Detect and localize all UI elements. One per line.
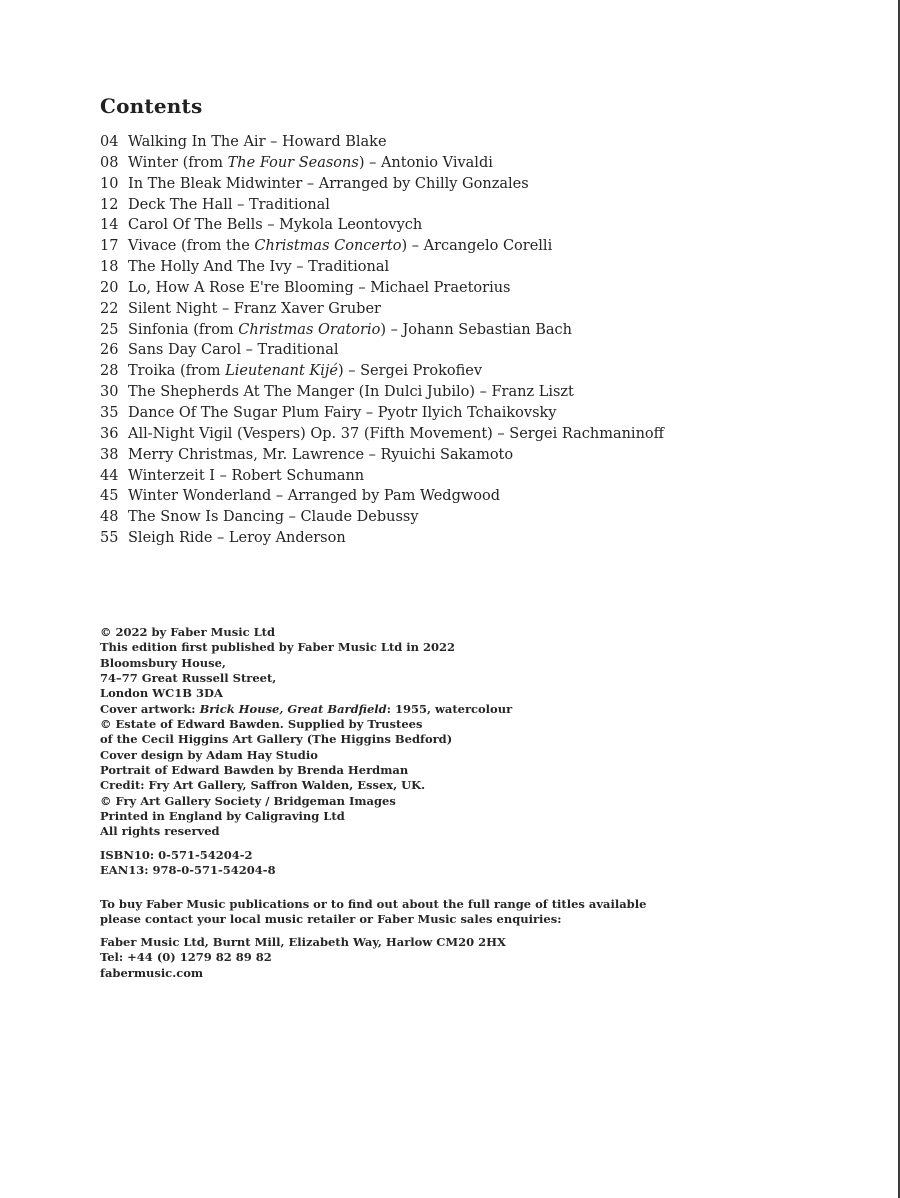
entry-title: Dance Of The Sugar Plum Fairy – Pyotr Ilyich Tchaikovsky bbox=[128, 404, 557, 421]
page-number: 04 bbox=[100, 134, 119, 150]
contact-block bbox=[100, 935, 506, 981]
contents-entry bbox=[100, 320, 664, 341]
copyright-line: © 2022 by Faber Music Ltd bbox=[100, 625, 276, 639]
ean13: EAN13: 978-0-571-54204-8 bbox=[100, 863, 276, 878]
contents-entry bbox=[100, 382, 664, 403]
entry-title: Vivace (from the bbox=[128, 238, 255, 255]
page-number: 36 bbox=[100, 425, 119, 442]
entry-title: The Shepherds At The Manger (In Dulci Jubilo) – Franz Liszt bbox=[128, 384, 574, 401]
contents-entry bbox=[100, 257, 664, 278]
printed-line: Printed in England by Caligraving Ltd bbox=[100, 809, 345, 824]
page-number: 48 bbox=[100, 509, 119, 526]
page-number: 38 bbox=[100, 446, 119, 463]
entry-work-title: Christmas Oratorio bbox=[238, 321, 381, 338]
cover-artwork-label: Cover artwork: bbox=[100, 701, 200, 716]
entry-composer: ) – Johann Sebastian Bach bbox=[380, 321, 572, 338]
page-number: 45 bbox=[100, 488, 119, 505]
contents-entry bbox=[100, 215, 664, 236]
imprint-block bbox=[100, 625, 512, 840]
page-number: 18 bbox=[100, 259, 119, 276]
contact-address: Faber Music Ltd, Burnt Mill, Elizabeth Way, Harlow CM20 2HX bbox=[100, 935, 506, 949]
credit-line: Credit: Fry Art Gallery, Saffron Walden, Essex, UK. bbox=[100, 778, 426, 793]
contents-entry bbox=[100, 466, 664, 487]
contents-heading: Contents bbox=[100, 94, 203, 118]
contents-entry bbox=[100, 278, 664, 299]
estate-line: © Estate of Edward Bawden. Supplied by Trustees bbox=[100, 717, 423, 732]
entry-title: The Holly And The Ivy – Traditional bbox=[128, 259, 390, 276]
contents-entry bbox=[100, 132, 664, 153]
entry-title: Sleigh Ride – Leroy Anderson bbox=[128, 530, 346, 547]
contents-entry bbox=[100, 236, 664, 257]
edition-line: This edition first published by Faber Music Ltd in 2022 bbox=[100, 640, 456, 655]
page-number: 20 bbox=[100, 279, 119, 296]
entry-work-title: Christmas Concerto bbox=[254, 238, 402, 255]
address-line: Bloomsbury House, bbox=[100, 655, 226, 670]
entry-title: Lo, How A Rose E're Blooming – Michael Praetorius bbox=[128, 279, 511, 296]
entry-title: The Snow Is Dancing – Claude Debussy bbox=[128, 509, 419, 526]
entry-composer: ) – Antonio Vivaldi bbox=[358, 154, 493, 171]
page-number: 17 bbox=[100, 238, 119, 255]
page-number: 26 bbox=[100, 342, 119, 359]
entry-title: In The Bleak Midwinter – Arranged by Chilly Gonzales bbox=[128, 175, 529, 192]
contents-entry bbox=[100, 445, 664, 466]
contact-website: fabermusic.com bbox=[100, 965, 204, 980]
purchase-info-line: To buy Faber Music publications or to find out about the full range of titles available bbox=[100, 897, 647, 911]
contents-entry bbox=[100, 153, 664, 174]
contents-list bbox=[100, 132, 664, 549]
entry-title: Carol Of The Bells – Mykola Leontovych bbox=[128, 217, 423, 234]
contents-entry bbox=[100, 424, 664, 445]
entry-title: Deck The Hall – Traditional bbox=[128, 196, 330, 213]
contact-phone: Tel: +44 (0) 1279 82 89 82 bbox=[100, 950, 272, 965]
isbn10: ISBN10: 0-571-54204-2 bbox=[100, 848, 253, 862]
contents-entry bbox=[100, 174, 664, 195]
page-number: 28 bbox=[100, 363, 119, 380]
entry-title: Sans Day Carol – Traditional bbox=[128, 342, 339, 359]
page-number: 35 bbox=[100, 404, 119, 421]
purchase-info-line: please contact your local music retailer or Faber Music sales enquiries: bbox=[100, 912, 562, 927]
cover-artwork-details: : 1955, watercolour bbox=[386, 701, 513, 716]
page-number: 30 bbox=[100, 384, 119, 401]
isbn-block bbox=[100, 848, 276, 879]
contents-entry bbox=[100, 340, 664, 361]
page-number: 22 bbox=[100, 300, 119, 317]
fry-copyright-line: © Fry Art Gallery Society / Bridgeman Images bbox=[100, 793, 396, 808]
page-number: 44 bbox=[100, 467, 119, 484]
entry-title: Winter (from bbox=[128, 154, 228, 171]
contents-entry bbox=[100, 361, 664, 382]
purchase-info-block bbox=[100, 897, 646, 928]
entry-title: Winterzeit I – Robert Schumann bbox=[128, 467, 365, 484]
cover-design-line: Cover design by Adam Hay Studio bbox=[100, 747, 318, 762]
entry-title: Winter Wonderland – Arranged by Pam Wedgwood bbox=[128, 488, 501, 505]
entry-work-title: Lieutenant Kijé bbox=[225, 363, 338, 380]
entry-composer: ) – Arcangelo Corelli bbox=[401, 238, 553, 255]
address-line: 74–77 Great Russell Street, bbox=[100, 671, 277, 686]
page-number: 25 bbox=[100, 321, 119, 338]
page-number: 14 bbox=[100, 217, 119, 234]
address-line: London WC1B 3DA bbox=[100, 686, 223, 701]
entry-title: Troika (from bbox=[128, 363, 226, 380]
contents-entry bbox=[100, 507, 664, 528]
contents-entry bbox=[100, 299, 664, 320]
entry-work-title: The Four Seasons bbox=[227, 154, 359, 171]
page-number: 08 bbox=[100, 154, 119, 171]
cover-artwork-title: Brick House, Great Bardfield bbox=[199, 701, 387, 716]
page-number: 12 bbox=[100, 196, 119, 213]
page-number: 55 bbox=[100, 530, 119, 547]
cover-artwork-line bbox=[100, 702, 512, 717]
contents-entry bbox=[100, 195, 664, 216]
entry-title: Walking In The Air – Howard Blake bbox=[128, 134, 387, 150]
contents-entry bbox=[100, 486, 664, 507]
entry-title: All-Night Vigil (Vespers) Op. 37 (Fifth Movement) – Sergei Rachmaninoff bbox=[128, 425, 664, 442]
entry-composer: ) – Sergei Prokofiev bbox=[337, 363, 483, 380]
contents-entry bbox=[100, 528, 664, 549]
page-number: 10 bbox=[100, 175, 119, 192]
contents-entry bbox=[100, 403, 664, 424]
portrait-line: Portrait of Edward Bawden by Brenda Herdman bbox=[100, 763, 409, 778]
gallery-line: of the Cecil Higgins Art Gallery (The Higgins Bedford) bbox=[100, 732, 453, 747]
entry-title: Sinfonia (from bbox=[128, 321, 239, 338]
entry-title: Merry Christmas, Mr. Lawrence – Ryuichi Sakamoto bbox=[128, 446, 514, 463]
rights-line: All rights reserved bbox=[100, 824, 220, 839]
entry-title: Silent Night – Franz Xaver Gruber bbox=[128, 300, 381, 317]
